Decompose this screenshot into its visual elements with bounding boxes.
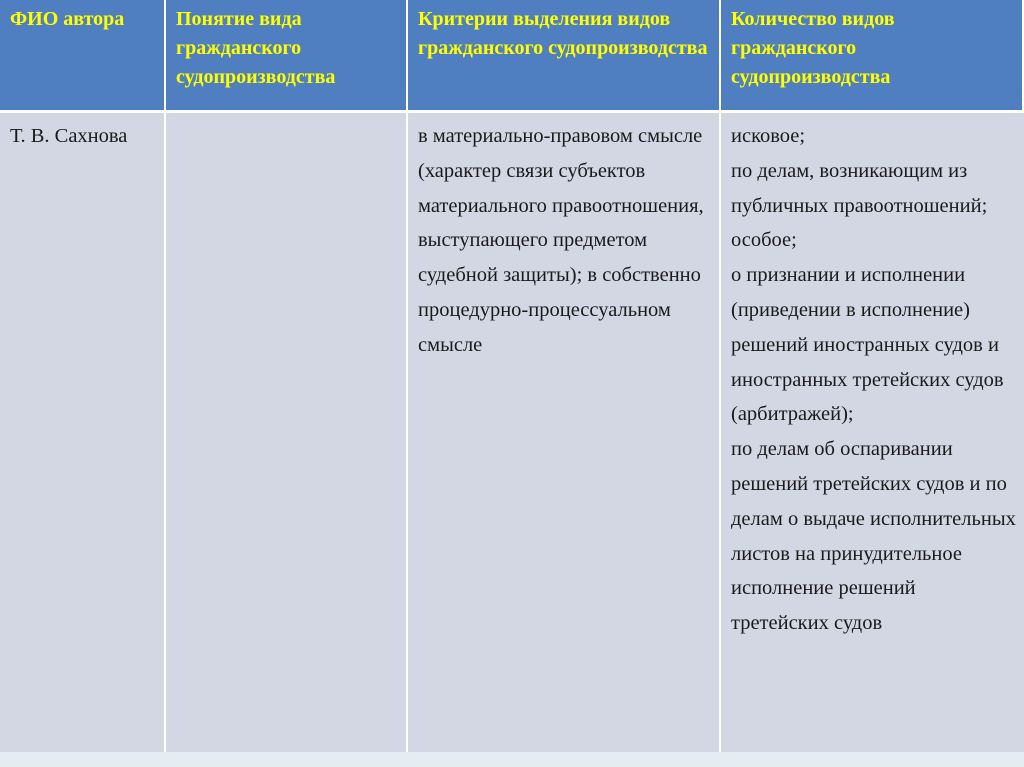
type-item: по делам об оспаривании решений третейских судов и по делам о выдаче исполнительных листов на принудительное исполнение решений третейских судов: [731, 438, 1016, 635]
header-concept: Понятие вида гражданского судопроизводства: [166, 0, 408, 110]
type-item: по делам, возникающим из публичных правоотношений;: [731, 159, 988, 217]
header-types: Количество видов гражданского судопроизводства: [721, 0, 1024, 110]
footer-strip: [0, 752, 1024, 767]
type-item: особое;: [731, 229, 797, 252]
cell-types: [721, 110, 1024, 752]
header-author: ФИО автора: [0, 0, 166, 110]
cell-criteria: в материально-правовом смысле (характер связи субъектов материального правоотношения, выступающего предметом судебной защиты); в собственно процедурно-процессуальном смысле: [408, 110, 721, 752]
type-item: о признании и исполнении (приведении в исполнение) решений иностранных судов и иностранных третейских судов (арбитражей);: [731, 264, 1004, 426]
header-criteria: Критерии выделения видов гражданского судопроизводства: [408, 0, 721, 110]
cell-concept: [166, 110, 408, 752]
type-item: исковое;: [731, 125, 806, 147]
cell-author: Т. В. Сахнова: [0, 110, 166, 752]
